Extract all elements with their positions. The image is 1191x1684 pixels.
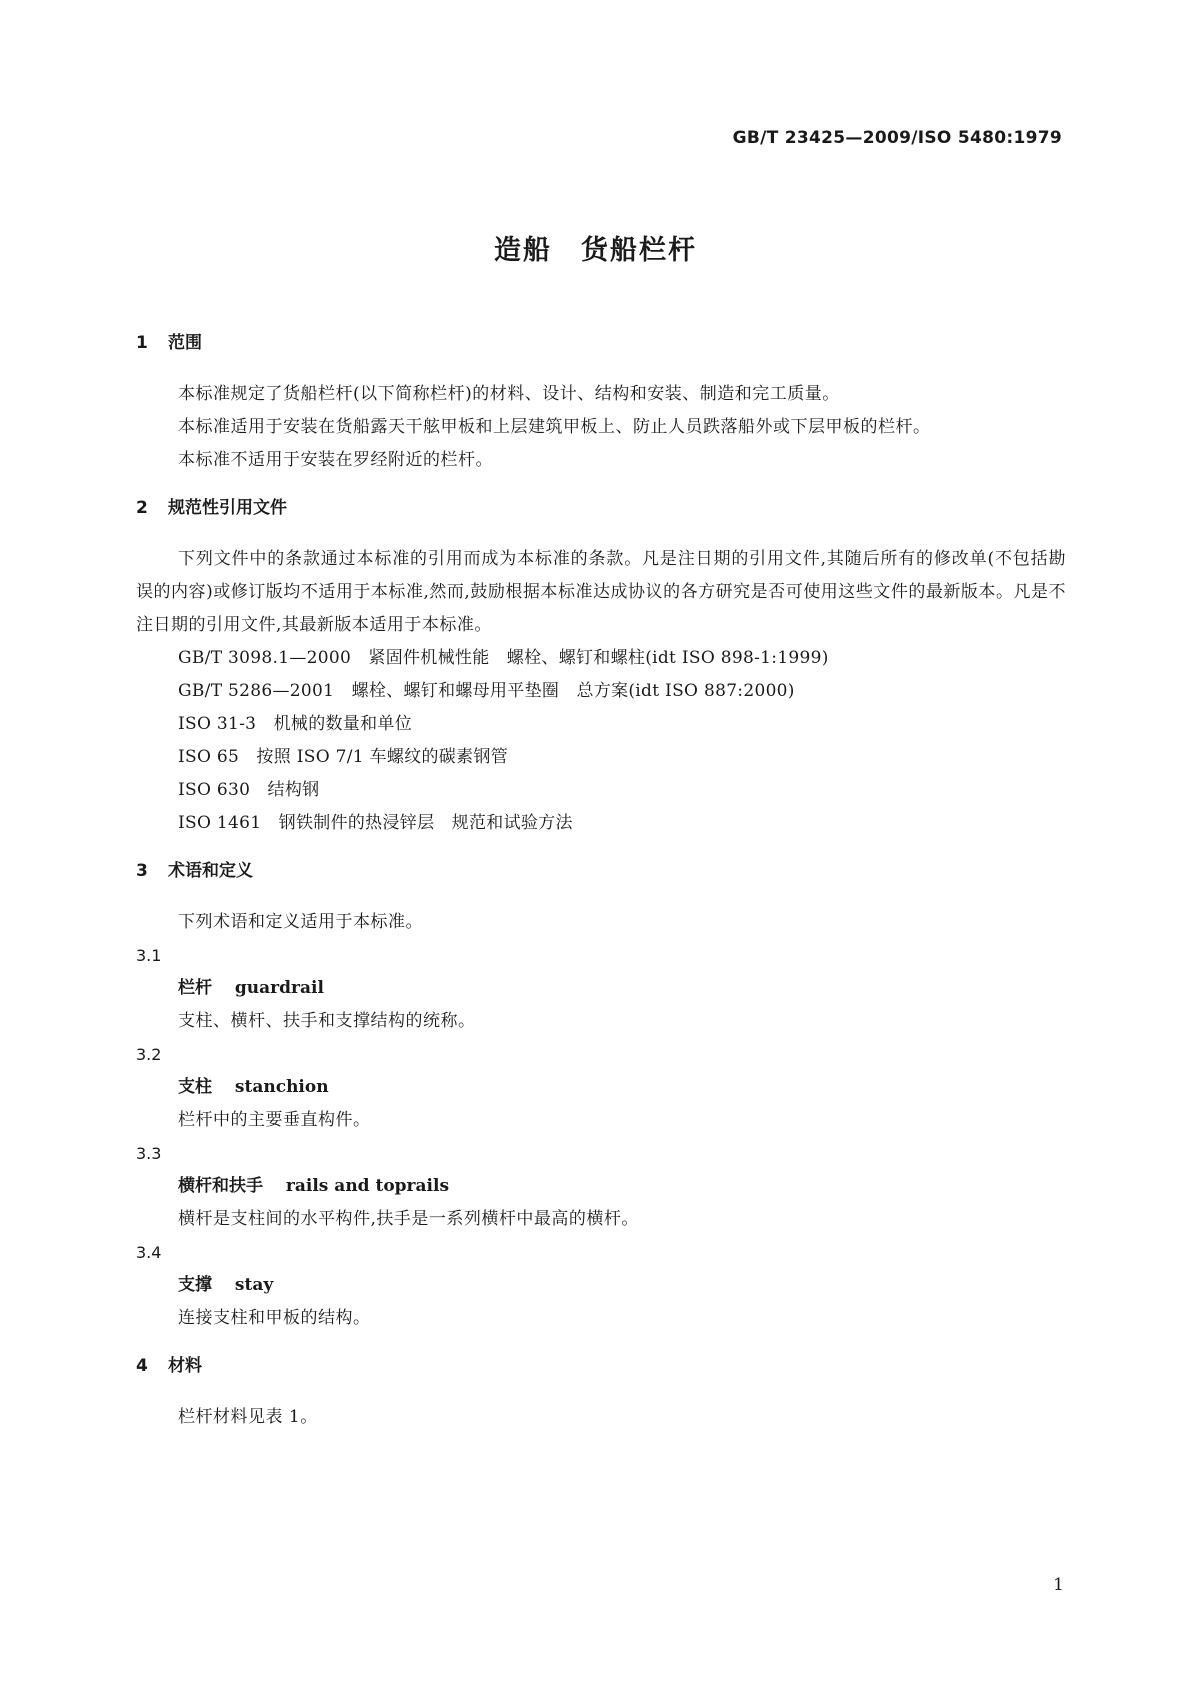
reference-item: GB/T 3098.1—2000 紧固件机械性能 螺栓、螺钉和螺柱(idt ISO 898-1:1999) bbox=[178, 648, 829, 668]
term-zh: 支撑 bbox=[178, 1275, 212, 1295]
term-number: 3.2 bbox=[136, 1045, 162, 1064]
term-definition: 连接支柱和甲板的结构。 bbox=[178, 1308, 371, 1328]
term-name bbox=[136, 1071, 1066, 1104]
term-en: stay bbox=[234, 1275, 274, 1295]
section-title: 材料 bbox=[168, 1356, 202, 1376]
term-en: guardrail bbox=[234, 978, 324, 998]
paragraph: 栏杆材料见表 1。 bbox=[178, 1407, 318, 1427]
section-number: 3 bbox=[136, 861, 148, 881]
standard-number: GB/T 23425—2009/ISO 5480:1979 bbox=[732, 128, 1062, 148]
paragraph: 本标准适用于安装在货船露天干舷甲板和上层建筑甲板上、防止人员跌落船外或下层甲板的栏杆。 bbox=[178, 417, 931, 437]
section-heading-normative-references bbox=[136, 493, 1066, 523]
term-number: 3.1 bbox=[136, 946, 162, 965]
page-number: 1 bbox=[1053, 1575, 1064, 1595]
section-heading-terms-definitions bbox=[136, 856, 1066, 886]
document-title: 造船 货船栏杆 bbox=[494, 235, 697, 266]
paragraph: 本标准规定了货船栏杆(以下简称栏杆)的材料、设计、结构和安装、制造和完工质量。 bbox=[178, 384, 840, 404]
document-body bbox=[136, 328, 1066, 1434]
term-number: 3.3 bbox=[136, 1144, 162, 1163]
section-heading-materials bbox=[136, 1351, 1066, 1381]
section-title: 术语和定义 bbox=[168, 861, 253, 881]
term-zh: 支柱 bbox=[178, 1077, 212, 1097]
paragraph: 本标准不适用于安装在罗经附近的栏杆。 bbox=[178, 450, 493, 470]
term-definition: 支柱、横杆、扶手和支撑结构的统称。 bbox=[178, 1011, 476, 1031]
reference-item: GB/T 5286—2001 螺栓、螺钉和螺母用平垫圈 总方案(idt ISO 887:2000) bbox=[178, 681, 795, 701]
reference-item: ISO 1461 钢铁制件的热浸锌层 规范和试验方法 bbox=[178, 813, 573, 833]
term-en: rails and toprails bbox=[285, 1176, 450, 1196]
section-title: 范围 bbox=[168, 333, 202, 353]
term-number: 3.4 bbox=[136, 1243, 162, 1262]
reference-item: ISO 65 按照 ISO 7/1 车螺纹的碳素钢管 bbox=[178, 747, 509, 767]
section-title: 规范性引用文件 bbox=[168, 498, 287, 518]
term-zh: 栏杆 bbox=[178, 978, 212, 998]
term-name bbox=[136, 1269, 1066, 1302]
term-name bbox=[136, 972, 1066, 1005]
section-number: 4 bbox=[136, 1356, 148, 1376]
term-definition: 横杆是支柱间的水平构件,扶手是一系列横杆中最高的横杆。 bbox=[178, 1209, 639, 1229]
section-number: 1 bbox=[136, 333, 148, 353]
section-number: 2 bbox=[136, 498, 148, 518]
paragraph: 下列术语和定义适用于本标准。 bbox=[178, 912, 423, 932]
term-name bbox=[136, 1170, 1066, 1203]
term-zh: 横杆和扶手 bbox=[178, 1176, 263, 1196]
reference-item: ISO 630 结构钢 bbox=[178, 780, 320, 800]
section-heading-scope bbox=[136, 328, 1066, 358]
reference-item: ISO 31-3 机械的数量和单位 bbox=[178, 714, 412, 734]
paragraph: 下列文件中的条款通过本标准的引用而成为本标准的条款。凡是注日期的引用文件,其随后所有的修改单(不包括勘误的内容)或修订版均不适用于本标准,然而,鼓励根据本标准达成协议的各方研究是否可使用这些文件的最新版本。凡是不注日期的引用文件,其最新版本适用于本标准。 bbox=[136, 549, 1067, 635]
term-en: stanchion bbox=[234, 1077, 329, 1097]
term-definition: 栏杆中的主要垂直构件。 bbox=[178, 1110, 371, 1130]
